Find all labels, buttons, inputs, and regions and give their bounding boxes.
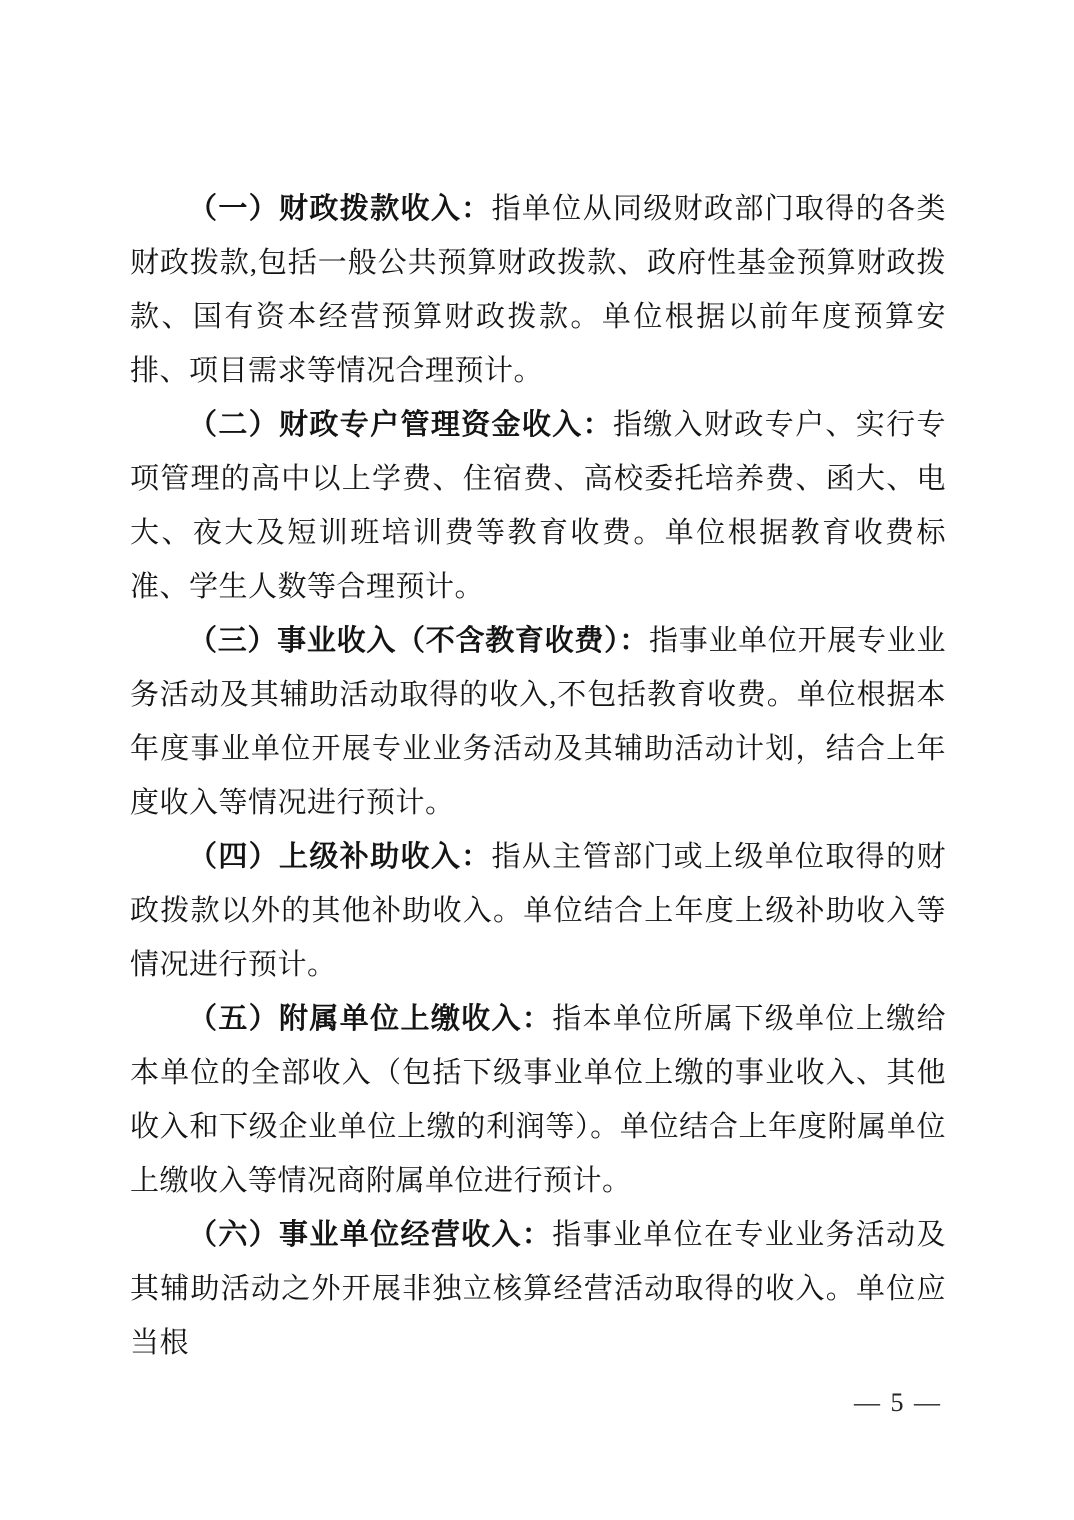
paragraph-1-heading: （一）财政拨款收入： — [188, 193, 492, 225]
paragraph-4-body: 指从主管部门或上级单位取得的财政拨款以外的其他补助收入。单位结合上年度上级补助收入等情况进行预计。 — [130, 841, 946, 981]
paragraph-5-body: 指本单位所属下级单位上缴给本单位的全部收入（包括下级事业单位上缴的事业收入、其他收入和下级企业单位上缴的利润等）。单位结合上年度附属单位上缴收入等情况商附属单位进行预计。 — [130, 1003, 946, 1197]
paragraph-3 — [130, 614, 946, 830]
paragraph-4-heading: （四）上级补助收入： — [188, 841, 492, 873]
paragraph-3-body: 指事业单位开展专业业务活动及其辅助活动取得的收入,不包括教育收费。单位根据本年度事业单位开展专业业务活动及其辅助活动计划，结合上年度收入等情况进行预计。 — [130, 625, 946, 819]
paragraph-6-heading: （六）事业单位经营收入： — [188, 1219, 553, 1251]
paragraph-2-heading: （二）财政专户管理资金收入： — [188, 409, 613, 441]
paragraph-5-heading: （五）附属单位上缴收入： — [188, 1003, 553, 1035]
page-number: — 5 — — [854, 1388, 942, 1417]
paragraph-1 — [130, 182, 946, 398]
paragraph-2-body: 指缴入财政专户、实行专项管理的高中以上学费、住宿费、高校委托培养费、函大、电大、夜大及短训班培训费等教育收费。单位根据教育收费标准、学生人数等合理预计。 — [130, 409, 946, 603]
document-body — [130, 182, 946, 1370]
paragraph-3-heading: （三）事业收入（不含教育收费）： — [188, 625, 650, 657]
paragraph-1-body: 指单位从同级财政部门取得的各类财政拨款,包括一般公共预算财政拨款、政府性基金预算财政拨款、国有资本经营预算财政拨款。单位根据以前年度预算安排、项目需求等情况合理预计。 — [130, 193, 946, 387]
paragraph-6-body: 指事业单位在专业业务活动及其辅助活动之外开展非独立核算经营活动取得的收入。单位应当根 — [130, 1219, 946, 1359]
paragraph-2 — [130, 398, 946, 614]
paragraph-5 — [130, 992, 946, 1208]
paragraph-4 — [130, 830, 946, 992]
paragraph-6 — [130, 1208, 946, 1370]
